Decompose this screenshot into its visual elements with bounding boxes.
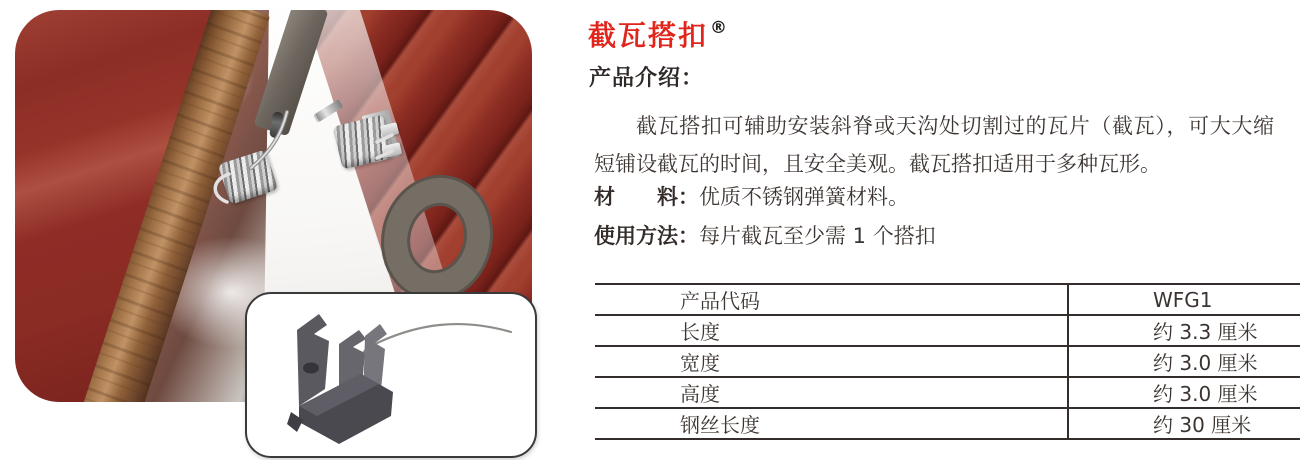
spec-value-cell: 约 3.0 厘米: [1068, 377, 1300, 408]
spec-table: [595, 283, 1300, 440]
registered-trademark: ®: [710, 18, 728, 38]
spec-value-cell: WFG1: [1068, 284, 1300, 315]
title-row: [588, 14, 728, 54]
intro-description: 截瓦搭扣可辅助安装斜脊或天沟处切割过的瓦片（截瓦），可大大缩短铺设截瓦的时间，且安全美观。截瓦搭扣适用于多种瓦形。: [594, 114, 1274, 176]
spec-label-cell: 长度: [595, 315, 1068, 346]
material-line: [594, 181, 909, 211]
material-label: 材 料：: [594, 185, 699, 209]
material-value: 优质不锈钢弹簧材料。: [699, 185, 909, 209]
spec-value-cell: 约 3.3 厘米: [1068, 315, 1300, 346]
product-title: 截瓦搭扣: [588, 19, 709, 52]
table-row: [595, 377, 1300, 408]
spec-label-cell: 钢丝长度: [595, 408, 1068, 439]
table-row: [595, 346, 1300, 377]
usage-value: 每片截瓦至少需 1 个搭扣: [699, 224, 936, 248]
table-row: [595, 284, 1300, 315]
spec-value-cell: 约 3.0 厘米: [1068, 346, 1300, 377]
clip-product-image: [247, 294, 535, 456]
spec-label-cell: 宽度: [595, 346, 1068, 377]
table-row: [595, 315, 1300, 346]
usage-label: 使用方法：: [594, 224, 699, 248]
spec-value-cell: 约 30 厘米: [1068, 408, 1300, 439]
table-row: [595, 408, 1300, 439]
spec-label-cell: 高度: [595, 377, 1068, 408]
product-closeup-inset: [245, 292, 537, 458]
spec-label-cell: 产品代码: [595, 284, 1068, 315]
usage-line: [594, 220, 936, 250]
intro-heading: 产品介绍：: [589, 66, 705, 91]
